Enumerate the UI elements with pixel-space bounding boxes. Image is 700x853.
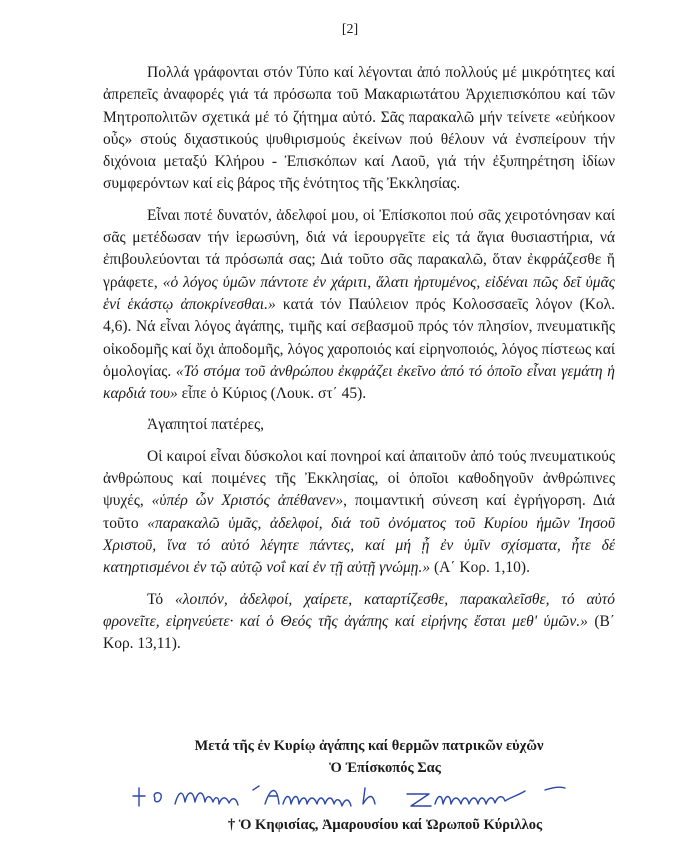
text-run: εἶπε ὁ Κύριος (Λουκ. στ΄ 45).: [177, 385, 367, 403]
text-run: (Β΄ Κορ. 13,11).: [103, 612, 615, 653]
quotation: «λοιπόν, ἀδελφοί, χαίρετε, καταρτίζεσθε, παρακαλεῖσθε, τό αὐτό φρονεῖτε, εἰρηνεύετε· καί ὁ Θεός τῆς ἀγάπης καί εἰρήνης ἔσται μεθ' ὑμῶν.»: [103, 590, 615, 630]
text-run: Τό: [147, 590, 175, 608]
salutation: [103, 414, 615, 436]
closing-title: Ὁ Ἐπίσκοπός Σας: [329, 760, 441, 776]
quotation: «ὁ λόγος ὑμῶν πάντοτε ἐν χάριτι, ἅλατι ἠρτυμένος, εἰδέναι πῶς δεῖ ὑμᾶς ἑνί ἑκάστῳ ἀποκρίνεσθαι.»: [103, 273, 615, 313]
page-number: [2]: [341, 22, 359, 37]
text-run: , ποιμαντική σύνεση καί ἐγρήγορση. Διά τοῦτο: [103, 492, 616, 532]
text-run: Εἶναι ποτέ δυνατόν, ἀδελφοί μου, οἱ Ἐπίσκοποι πού σᾶς χειροτόνησαν καί σᾶς μετέδωσαν τήν ἱερωσύνη, διά νά ἱερουργεῖτε εἰς τά ἅγια θυσιαστήρια, νά ἐπιβουλεύονται τά πρόσωπά σας; Διά τοῦτο σᾶς παρακαλῶ, ὅταν ἐκφράζεσθε ἤ γράφετε,: [103, 206, 615, 291]
closing-greeting: Μετά τῆς ἐν Κυρίῳ ἀγάπης καί θερμῶν πατρικῶν εὐχῶν: [194, 738, 544, 754]
paragraph: [103, 205, 615, 406]
paragraph: [103, 446, 615, 580]
text-run: Οἱ καιροί εἶναι δύσκολοι καί πονηροί καί ἀπαιτοῦν ἀπό τούς πνευματικούς ἀνθρώπους καί ποιμένες τῆς Ἐκκλησίας, οἱ ὁποῖοι καθοδηγοῦν ἀνθρώπινες ψυχές,: [103, 447, 615, 510]
letter-body: [103, 62, 615, 655]
signatory-name: † Ὁ Κηφισίας, Ἀμαρουσίου καί Ὠρωποῦ Κύριλλος: [227, 817, 543, 833]
text-run: κατά τόν Παύλειον πρός Κολοσσαεῖς λόγον (Κολ. 4,6). Νά εἶναι λόγος ἀγάπης, τιμῆς καί σεβασμοῦ πρός τόν πλησίον, πνευματικῆς οἰκοδομῆς καί ὄχι ἀποδομῆς, λόγος χαροποιός καί εἰρηνοποιός, λόγος πίστεως καί ὁμολογίας.: [103, 295, 615, 380]
paragraph: [103, 62, 615, 196]
handwritten-signature: [125, 780, 595, 814]
text-run: (Α΄ Κορ. 1,10).: [430, 559, 530, 577]
text-run: Ἀγαπητοί πατέρες,: [147, 416, 265, 434]
paragraph: [103, 589, 615, 656]
quotation: «παρακαλῶ ὑμᾶς, ἀδελφοί, διά τοῦ ὀνόματος τοῦ Κυρίου ἡμῶν Ἰησοῦ Χριστοῦ, ἵνα τό αὐτό λέγητε πάντες, καί μή ᾖ ἐν ὑμῖν σχίσματα, ἦτε δέ κατηρτισμένοι ἐν τῷ αὐτῷ νοΐ καί ἐν τῇ αὐτῇ γνώμῃ.»: [103, 514, 616, 577]
quotation: «Τό στόμα τοῦ ἀνθρώπου ἐκφράζει ἐκεῖνο ἀπό τό ὁποῖο εἶναι γεμάτη ἡ καρδιά του»: [103, 362, 615, 403]
quotation: «ὑπέρ ὧν Χριστός ἀπέθανεν»: [151, 492, 344, 510]
text-run: Πολλά γράφονται στόν Τύπο καί λέγονται ἀπό πολλούς μέ μικρότητες καί ἀπρεπεῖς ἀναφορές γιά τά πρόσωπα τοῦ Μακαριωτάτου Ἀρχιεπισκόπου καί τῶν Μητροπολιτῶν σχετικά μέ τό ζήτημα αὐτό. Σᾶς παρακαλῶ μήν τείνετε «εὐήκοον οὖς» στούς διχαστικούς ψυθιρισμούς ἐκείνων πού θέλουν νά ἐνσπείρουν τήν διχόνοια μεταξύ Κλήρου - Ἐπισκόπων καί Λαοῦ, γιά τήν ἐξυπηρέτηση ἰδίων συμφερόντων καί εἰς βάρος τῆς ἑνότητος τῆς Ἐκκλησίας.: [103, 64, 615, 193]
